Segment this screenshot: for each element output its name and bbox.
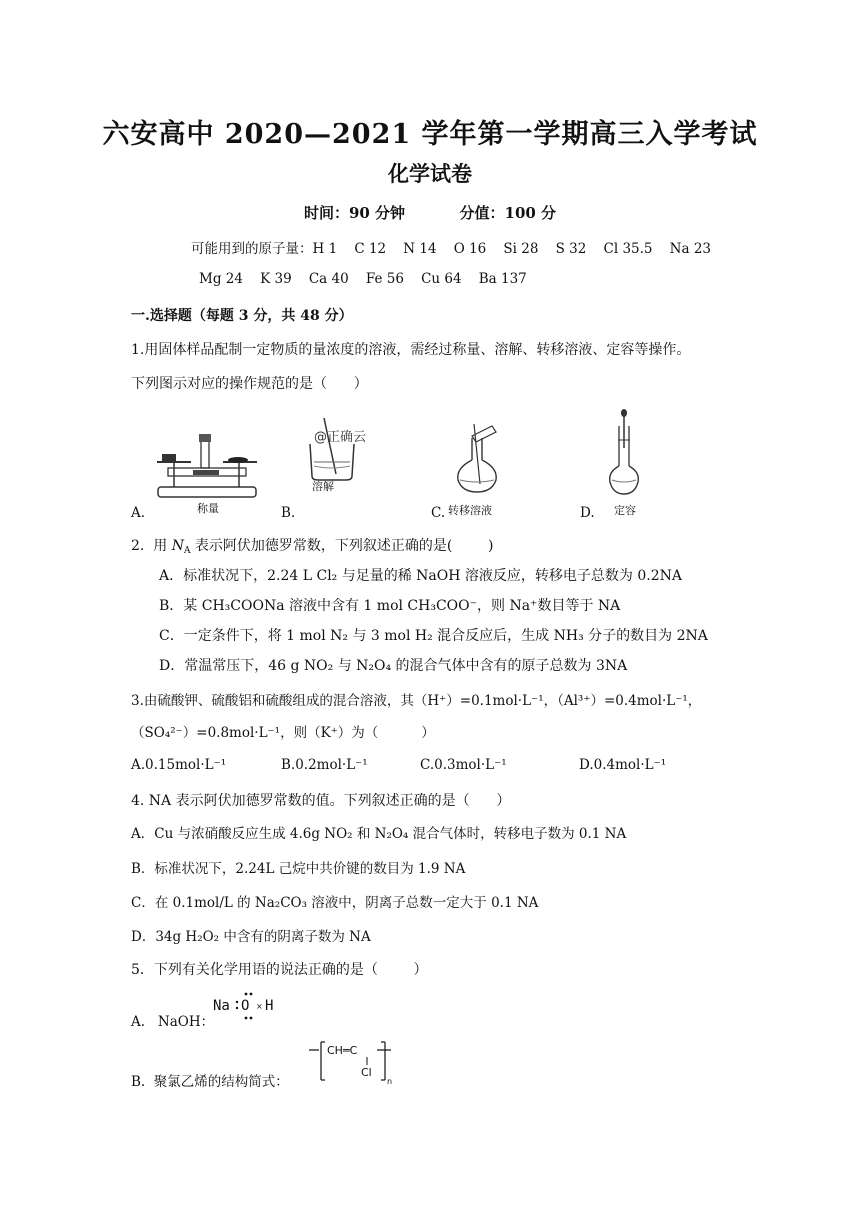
atomic-mass-line-2: Mg 24 K 39 Ca 40 Fe 56 Cu 64 Ba 137 <box>199 271 527 287</box>
q2-option-d: D．常温常压下，46 g NO₂ 与 N₂O₄ 的混合气体中含有的原子总数为 3NA <box>159 658 628 674</box>
formula-na-text: Na <box>213 998 230 1014</box>
q2-option-a: A．标准状况下，2.24 L Cl₂ 与足量的稀 NaOH 溶液反应，转移电子总数为 0.2NA <box>159 568 682 584</box>
q3-stem-line-1: 3.由硫酸钾、硫酸铝和硫酸组成的混合溶液，其（H⁺）=0.1mol·L⁻¹，（Al³⁺）=0.4mol·L⁻¹， <box>131 693 702 709</box>
q2-stem-part-1: 2. 用 <box>131 538 172 554</box>
q5-stem: 5．下列有关化学用语的说法正确的是（ ） <box>131 962 428 978</box>
exam-score: 分值：100 分 <box>459 204 557 222</box>
volume-figure <box>608 408 648 517</box>
transfer-figure <box>448 418 522 517</box>
q2-option-b: B．某 CH₃COONa 溶液中含有 1 mol CH₃COO⁻，则 Na⁺数目等于 NA <box>159 598 621 614</box>
exam-time: 时间：90 分钟 <box>303 204 406 222</box>
q5-option-b: B. 聚氯乙烯的结构简式： <box>131 1074 289 1090</box>
q2-stem: 2. 用 $N_A$ 表示阿伏加德罗常数，下列叙述正确的是( ) <box>131 538 494 556</box>
q3-option-b: B.0.2mol·L⁻¹ <box>281 757 368 773</box>
q1-option-c: C. <box>431 505 446 521</box>
q1-stem-line-1: 1.用固体样品配制一定物质的量浓度的溶液，需经过称量、溶解、转移溶液、定容等操作。 <box>131 342 691 358</box>
q4-option-b: B．标准状况下，2.24L 己烷中共价键的数目为 1.9 NA <box>131 861 466 877</box>
q3-stem-line-2: （SO₄²⁻）=0.8mol·L⁻¹，则（K⁺）为（ ） <box>131 725 435 741</box>
exam-title: 六安高中 2020—2021 学年第一学期高三入学考试 <box>102 119 758 150</box>
q2-stem-part-2: 表示阿伏加德罗常数，下列叙述正确的是( ) <box>190 538 494 554</box>
pvc-chlorine-text: Cl <box>361 1066 372 1079</box>
balance-label: 称量 <box>197 502 219 515</box>
balance-figure <box>153 432 263 514</box>
section-heading: 一.选择题（每题 3 分，共 48 分） <box>131 308 353 324</box>
volume-label: 定容 <box>614 504 636 517</box>
pvc-n-subscript: n <box>387 1077 393 1086</box>
svg-text:O: O <box>241 998 250 1014</box>
exam-time-score <box>0 202 860 223</box>
dissolve-label: 溶解 <box>312 480 334 493</box>
q3-option-c: C.0.3mol·L⁻¹ <box>420 757 507 773</box>
atomic-mass-line-1: 可能用到的原子量：H 1 C 12 N 14 O 16 Si 28 S 32 Cl 35.5 Na 23 <box>191 241 712 257</box>
q4-stem: 4. NA 表示阿伏加德罗常数的值。下列叙述正确的是（ ） <box>131 793 511 809</box>
q4-option-d: D．34g H₂O₂ 中含有的阴离子数为 NA <box>131 929 371 945</box>
svg-text:×: × <box>256 1002 263 1011</box>
q1-stem-line-2: 下列图示对应的操作规范的是（ ） <box>131 376 368 392</box>
exam-subtitle: 化学试卷 <box>388 161 472 186</box>
q4-option-a: A．Cu 与浓硝酸反应生成 4.6g NO₂ 和 N₂O₄ 混合气体时，转移电子数为 0.1 NA <box>131 826 627 842</box>
naoh-electron-dot-formula <box>213 988 283 1028</box>
q2-option-c: C．一定条件下，将 1 mol N₂ 与 3 mol H₂ 混合反应后，生成 NH₃ 分子的数目为 2NA <box>159 628 708 644</box>
q3-option-a: A.0.15mol·L⁻¹ <box>131 757 227 773</box>
watermark-text: @正确云 <box>314 430 367 445</box>
svg-text:H: H <box>265 998 274 1014</box>
q1-option-b: B. <box>281 505 296 521</box>
pvc-backbone-text: CH═C <box>327 1044 358 1057</box>
q1-option-a: A. <box>131 505 146 521</box>
q5-option-a: A. NaOH： <box>131 1014 215 1030</box>
pvc-structure-formula <box>305 1038 400 1086</box>
q3-option-d: D.0.4mol·L⁻¹ <box>579 757 667 773</box>
q1-option-d: D. <box>580 505 595 521</box>
transfer-label: 转移溶液 <box>448 504 492 517</box>
q4-option-c: C．在 0.1mol/L 的 Na₂CO₃ 溶液中，阴离子总数一定大于 0.1 NA <box>131 895 539 911</box>
dissolve-figure <box>304 414 374 494</box>
